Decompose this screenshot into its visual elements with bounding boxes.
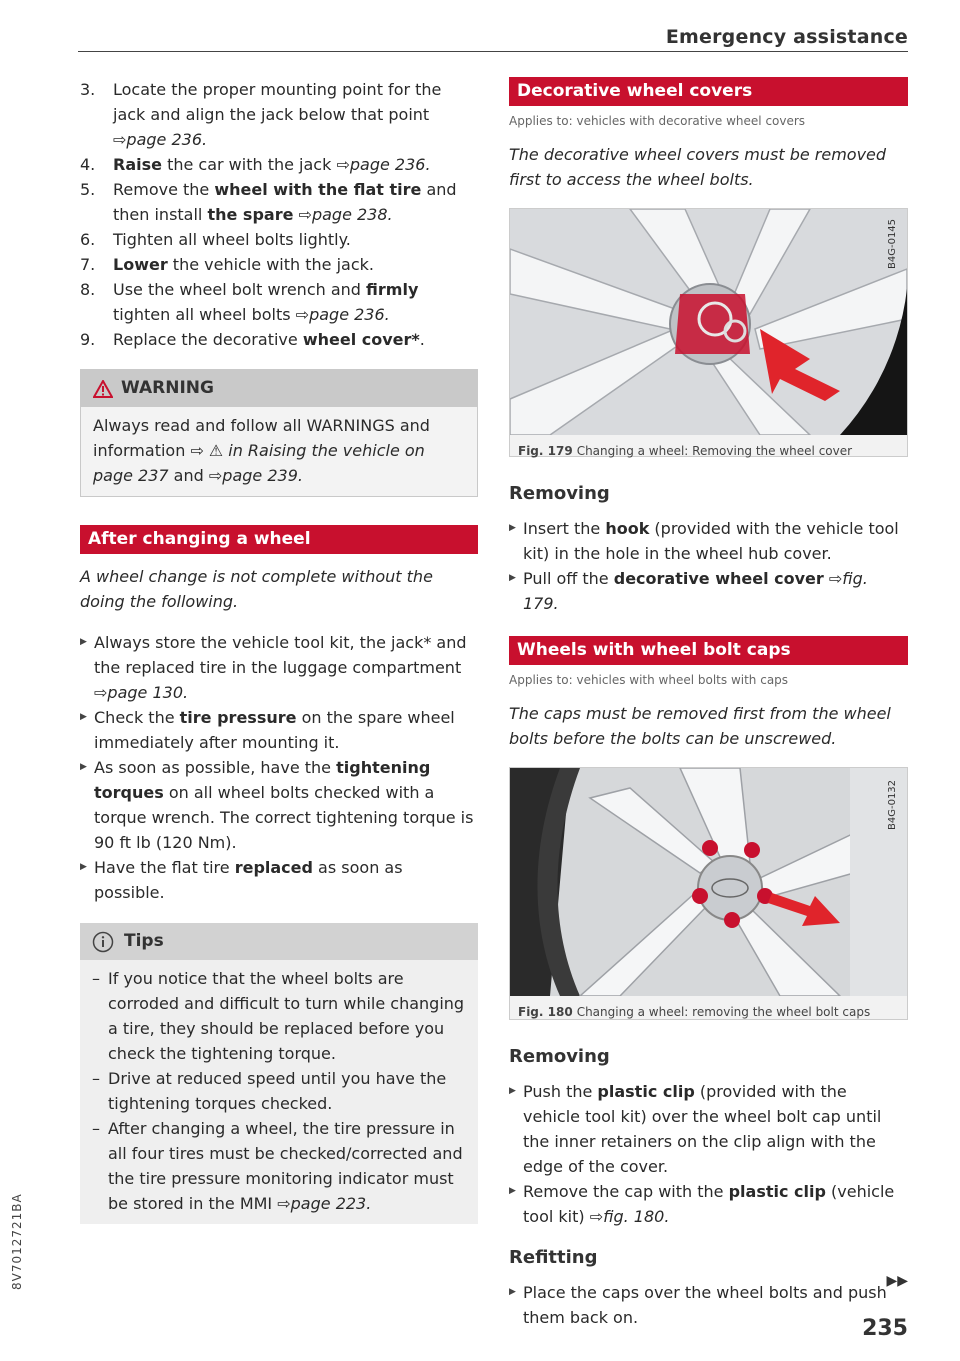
fig-180-caption xyxy=(510,996,907,1025)
right-column xyxy=(509,77,908,1330)
decorative-step-item: ▶ Pull off the decorative wheel cover ⇨fig. 179. xyxy=(509,566,908,616)
after-heading: After changing a wheel xyxy=(80,525,478,554)
step-text: Replace the decorative wheel cover*. xyxy=(113,330,425,349)
step-item xyxy=(80,252,478,277)
step-number: 4. xyxy=(80,155,96,174)
step-item xyxy=(80,152,478,177)
fig-179-caption xyxy=(510,435,907,464)
after-list xyxy=(80,630,478,905)
step-item xyxy=(80,277,478,327)
left-column xyxy=(80,77,478,1224)
tips-body xyxy=(80,960,478,1224)
warning-header xyxy=(81,370,477,407)
after-list-item: ▶ Have the flat tire replaced as soon as possible. xyxy=(80,855,478,905)
bolt-caps-removing-heading: Removing xyxy=(509,1046,610,1067)
fig-180-label: Fig. 180 xyxy=(518,1005,573,1019)
bolt-caps-refitting-heading: Refitting xyxy=(509,1247,598,1268)
step-text: Use the wheel bolt wrench and firmly tighten all wheel bolts ⇨page 236. xyxy=(113,280,419,324)
step-item xyxy=(80,227,478,252)
tips-title: Tips xyxy=(124,931,164,951)
step-number: 5. xyxy=(80,180,96,199)
step-number: 8. xyxy=(80,280,96,299)
tips-header xyxy=(80,923,478,960)
tip-item: – After changing a wheel, the tire pressure in all four tires must be checked/corrected and the tire pressure monitoring indicator must be stored in the MMI ⇨page 223. xyxy=(92,1116,466,1216)
bolt-caps-refitting-list xyxy=(509,1280,908,1330)
step-text: Lower the vehicle with the jack. xyxy=(113,255,374,274)
tips-list xyxy=(92,966,466,1216)
step-number: 9. xyxy=(80,330,96,349)
decorative-step-item: ▶ Insert the hook (provided with the vehicle tool kit) in the hole in the wheel hub cover. xyxy=(509,516,908,566)
fig-180-code: B4G-0132 xyxy=(887,779,898,830)
after-list-item: ▶ Always store the vehicle tool kit, the jack* and the replaced tire in the luggage compartment ⇨page 130. xyxy=(80,630,478,705)
decorative-intro: The decorative wheel covers must be removed first to access the wheel bolts. xyxy=(509,145,887,189)
step-item xyxy=(80,177,478,227)
fig-179-label: Fig. 179 xyxy=(518,444,573,458)
step-number: 3. xyxy=(80,80,96,99)
step-text: Tighten all wheel bolts lightly. xyxy=(113,230,351,249)
fig-179-caption-text: Changing a wheel: Removing the wheel cover xyxy=(576,444,853,458)
fig-180-caption-text: Changing a wheel: removing the wheel bolt caps xyxy=(576,1005,871,1019)
page-number: 235 xyxy=(862,1316,908,1341)
step-item xyxy=(80,327,478,352)
bolt-caps-applies: Applies to: vehicles with wheel bolts with caps xyxy=(509,673,789,687)
decorative-heading: Decorative wheel covers xyxy=(509,77,908,106)
decorative-removing-heading: Removing xyxy=(509,483,610,504)
after-intro: A wheel change is not complete without the doing the following. xyxy=(80,567,433,611)
step-text: Remove the wheel with the flat tire and then install the spare ⇨page 238. xyxy=(113,180,457,224)
bolt-caps-removing-item: ▶ Remove the cap with the plastic clip (vehicle tool kit) ⇨fig. 180. xyxy=(509,1179,908,1229)
tips-box xyxy=(80,923,478,1224)
step-text: Locate the proper mounting point for the jack and align the jack below that point ⇨page 236. xyxy=(113,80,442,149)
decorative-applies: Applies to: vehicles with decorative wheel covers xyxy=(509,114,806,128)
figure-180 xyxy=(509,767,908,1020)
info-icon xyxy=(92,931,114,953)
step-item xyxy=(80,77,478,152)
tip-item: – If you notice that the wheel bolts are corroded and difficult to turn while changing a tire, they should be replaced before you check the tightening torque. xyxy=(92,966,466,1066)
wheel-bolt-caps-illustration xyxy=(510,768,907,996)
document-code: 8V7012721BA xyxy=(10,1193,24,1290)
tip-item: – Drive at reduced speed until you have the tightening torques checked. xyxy=(92,1066,466,1116)
section-title: Emergency assistance xyxy=(665,26,908,48)
wheel-cover-illustration xyxy=(510,209,907,435)
after-list-item: ▶ Check the tire pressure on the spare wheel immediately after mounting it. xyxy=(80,705,478,755)
warning-body: Always read and follow all WARNINGS and information ⇨ ⚠ in Raising the vehicle on page 237 and ⇨page 239. xyxy=(81,407,477,496)
steps-list xyxy=(80,77,478,352)
bolt-caps-removing-list xyxy=(509,1079,908,1229)
header-rule xyxy=(78,51,908,52)
warning-box xyxy=(80,369,478,497)
bolt-caps-refitting-item: ▶ Place the caps over the wheel bolts and push them back on. xyxy=(509,1280,908,1330)
decorative-removing-list xyxy=(509,516,908,616)
bolt-caps-intro: The caps must be removed first from the wheel bolts before the bolts can be unscrewed. xyxy=(509,704,891,748)
figure-179 xyxy=(509,208,908,457)
bolt-caps-removing-item: ▶ Push the plastic clip (provided with the vehicle tool kit) over the wheel bolt cap until the inner retainers on the clip align with the edge of the cover. xyxy=(509,1079,908,1179)
warning-title: WARNING xyxy=(121,378,214,398)
after-list-item: ▶ As soon as possible, have the tightening torques on all wheel bolts checked with a torque wrench. The correct tightening torque is 90 ft lb (120 Nm). xyxy=(80,755,478,855)
step-text: Raise the car with the jack ⇨page 236. xyxy=(113,155,431,174)
continue-arrow-icon: ▶▶ xyxy=(886,1273,908,1289)
step-number: 7. xyxy=(80,255,96,274)
warning-icon xyxy=(93,380,113,398)
step-number: 6. xyxy=(80,230,96,249)
fig-179-code: B4G-0145 xyxy=(887,218,898,269)
bolt-caps-heading: Wheels with wheel bolt caps xyxy=(509,636,908,665)
